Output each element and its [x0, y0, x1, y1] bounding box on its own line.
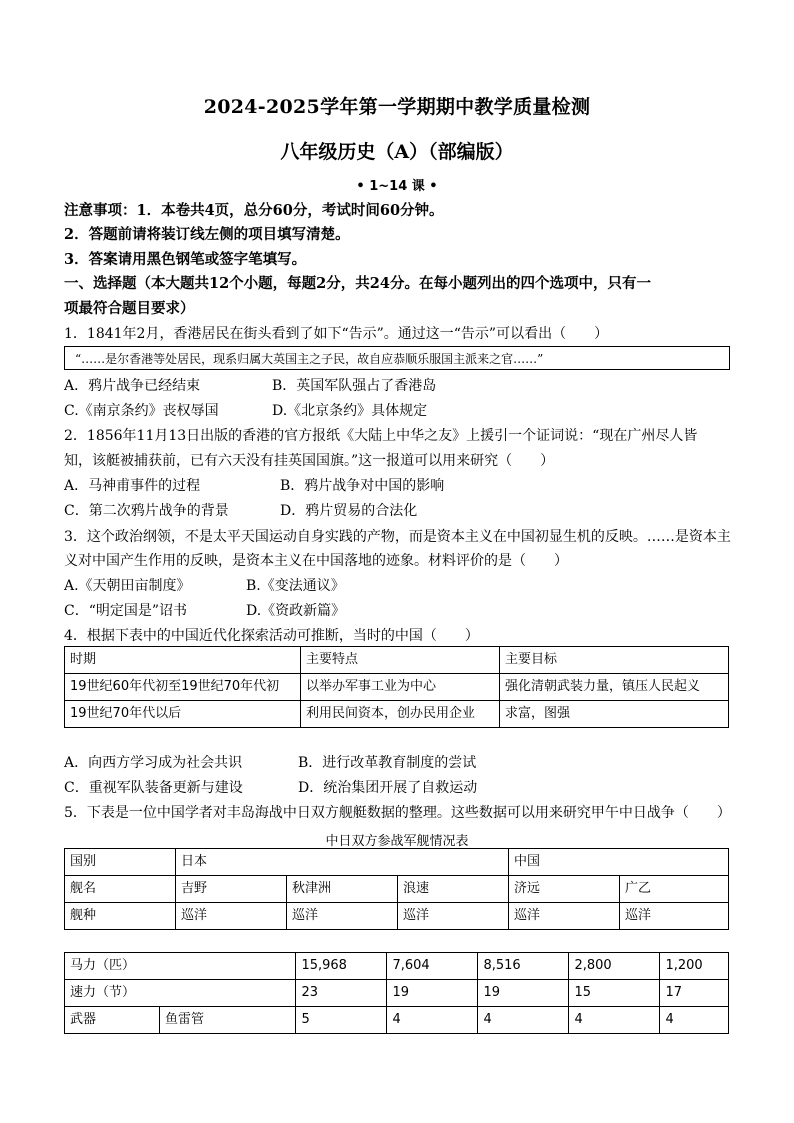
- table-cell: 强化清朝武装力量，镇压人民起义: [500, 674, 729, 701]
- table-row: [65, 849, 729, 876]
- table-cell: 23: [296, 980, 387, 1007]
- table-cell: 日本: [176, 849, 509, 876]
- q3-option-a: A.《天朝田亩制度》: [64, 578, 191, 594]
- q4-option-c: C．重视军队装备更新与建设: [64, 780, 243, 796]
- notes-line-2: 2．答题前请将装订线左侧的项目填写清楚。: [64, 226, 350, 243]
- q3-option-c: C．“明定国是”诏书: [64, 603, 188, 619]
- q5-stem: 5．下表是一位中国学者对丰岛海战中日双方舰艇数据的整理。这些数据可以用来研究甲午中日战争（ ）: [64, 805, 731, 821]
- table-cell: 17: [660, 980, 729, 1007]
- q5-table-caption: 中日双方参战军舰情况表: [325, 834, 469, 849]
- notes-line-1: 注意事项：1．本卷共4页，总分60分，考试时间60分钟。: [64, 202, 444, 219]
- q1-option-a: A．鸦片战争已经结束: [64, 378, 201, 394]
- table-cell: 广乙: [620, 876, 729, 903]
- table-cell: 国别: [65, 849, 176, 876]
- table-cell: 秋津洲: [287, 876, 398, 903]
- section-heading-line-2: 项最符合题目要求）: [64, 300, 195, 317]
- table-cell: 巡洋: [287, 903, 398, 930]
- q4-stem: 4．根据下表中的中国近代化探索活动可推断，当时的中国（ ）: [64, 628, 479, 644]
- table-cell: 2,800: [569, 953, 660, 980]
- q3-line-2: 义对中国产生作用的反映，是资本主义在中国落地的迹象。材料评价的是（ ）: [64, 553, 568, 569]
- q3-option-d: D.《资政新篇》: [246, 603, 346, 619]
- q3-line-1: 3．这个政治纲领，不是太平天国运动自身实践的产物，而是资本主义在中国初显生机的反映。……是资本主: [64, 529, 731, 545]
- table-row: [65, 701, 729, 728]
- q3-option-b: B.《变法通议》: [246, 578, 345, 594]
- q4-option-d: D．统治集团开展了自救运动: [298, 780, 478, 796]
- q2-option-b: B．鸦片战争对中国的影响: [280, 478, 445, 494]
- table-row: [65, 980, 729, 1007]
- q1-stem: 1．1841年2月，香港居民在街头看到了如下“告示”。通过这一“告示”可以看出（ ）: [64, 326, 609, 342]
- table-cell: 4: [478, 1007, 569, 1034]
- table-cell: 吉野: [176, 876, 287, 903]
- q2-line-2: 知，该艇被捕获前，已有六天没有挂英国国旗。”这一报道可以用来研究（ ）: [64, 453, 555, 469]
- table-row: [65, 1007, 729, 1034]
- table-cell: 巡洋: [509, 903, 620, 930]
- q5-table-top: [64, 848, 729, 930]
- q1-quote: “……是尔香港等处居民，现系归属大英国主之子民，故自应恭顺乐服国主派来之官……”: [75, 352, 544, 366]
- table-cell: 8,516: [478, 953, 569, 980]
- table-cell: 19世纪60年代初至19世纪70年代初: [65, 674, 301, 701]
- q2-option-d: D．鸦片贸易的合法化: [280, 503, 418, 519]
- table-cell: 浪速: [398, 876, 509, 903]
- table-cell: 15: [569, 980, 660, 1007]
- table-cell: 中国: [509, 849, 729, 876]
- table-cell: 鱼雷管: [160, 1007, 296, 1034]
- table-cell: 舰名: [65, 876, 176, 903]
- q1-quote-box: [64, 346, 730, 370]
- q4-option-a: A．向西方学习成为社会共识: [64, 755, 243, 771]
- table-cell: 利用民间资本，创办民用企业: [301, 701, 500, 728]
- table-cell: 4: [569, 1007, 660, 1034]
- table-cell: 4: [387, 1007, 478, 1034]
- table-row: [65, 674, 729, 701]
- q1-option-d: D.《北京条约》具体规定: [272, 403, 428, 419]
- table-cell: 马力（匹）: [65, 953, 296, 980]
- table-cell: 19: [387, 980, 478, 1007]
- table-cell: 舰种: [65, 903, 176, 930]
- q2-option-c: C．第二次鸦片战争的背景: [64, 503, 229, 519]
- table-header: 时期: [65, 647, 301, 674]
- table-cell: 19: [478, 980, 569, 1007]
- table-cell: 15,968: [296, 953, 387, 980]
- q1-option-b: B．英国军队强占了香港岛: [272, 378, 437, 394]
- table-header: 主要目标: [500, 647, 729, 674]
- table-cell: 7,604: [387, 953, 478, 980]
- table-cell: 巡洋: [620, 903, 729, 930]
- q1-option-c: C.《南京条约》丧权辱国: [64, 403, 219, 419]
- table-row: [65, 903, 729, 930]
- q2-line-1: 2．1856年11月13日出版的香港的官方报纸《大陆上中华之友》上援引一个证词说：“现在广州尽人皆: [64, 428, 698, 444]
- table-cell: 19世纪70年代以后: [65, 701, 301, 728]
- q4-table: [64, 646, 729, 728]
- notes-line-3: 3．答案请用黑色钢笔或签字笔填写。: [64, 251, 307, 268]
- section-heading-line-1: 一、选择题（本大题共12个小题，每题2分，共24分。在每小题列出的四个选项中，只有一: [64, 275, 651, 292]
- table-cell: 4: [660, 1007, 729, 1034]
- exam-title: 2024-2025学年第一学期期中教学质量检测: [203, 96, 591, 118]
- table-row: [65, 953, 729, 980]
- q4-option-b: B．进行改革教育制度的尝试: [298, 755, 477, 771]
- table-cell: 1,200: [660, 953, 729, 980]
- table-cell: 速力（节）: [65, 980, 296, 1007]
- table-row: [65, 647, 729, 674]
- q5-table-bottom: [64, 952, 729, 1034]
- table-header: 主要特点: [301, 647, 500, 674]
- table-cell: 以举办军事工业为中心: [301, 674, 500, 701]
- table-cell: 5: [296, 1007, 387, 1034]
- lesson-scope: • 1~14 课 •: [356, 179, 438, 194]
- table-cell: 求富，图强: [500, 701, 729, 728]
- table-cell: 巡洋: [398, 903, 509, 930]
- table-cell: 济远: [509, 876, 620, 903]
- exam-subtitle: 八年级历史（A）（部编版）: [280, 141, 514, 163]
- table-cell: 巡洋: [176, 903, 287, 930]
- table-row: [65, 876, 729, 903]
- q2-option-a: A．马神甫事件的过程: [64, 478, 201, 494]
- table-cell: 武器: [65, 1007, 160, 1034]
